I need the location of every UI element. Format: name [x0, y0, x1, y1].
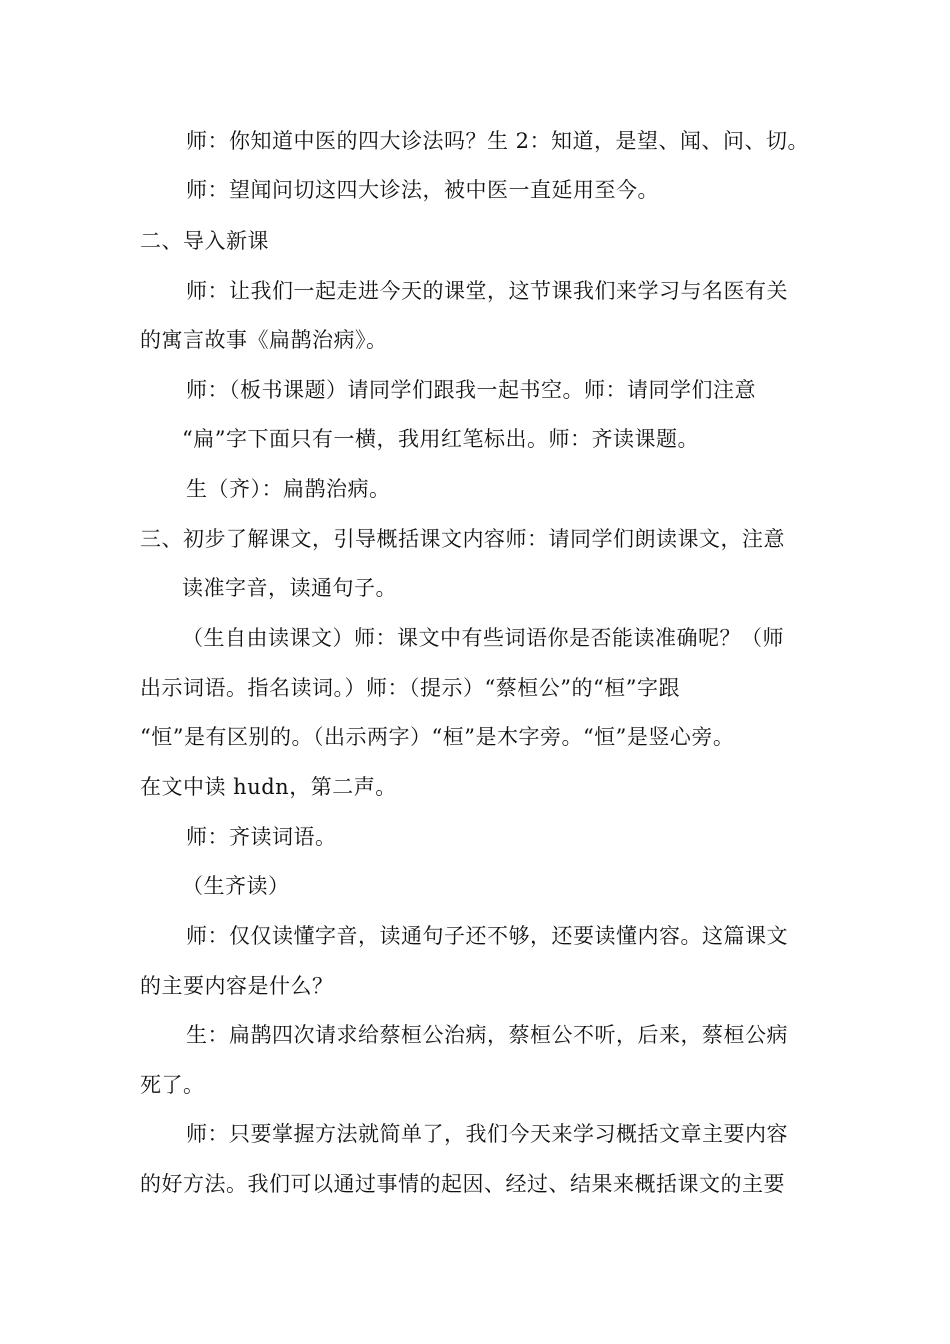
paragraph-line: 生：扁鹊四次请求给蔡桓公治病，蔡桓公不听，后来，蔡桓公病 [186, 1023, 788, 1047]
paragraph-line: 读准字音，读通句子。 [182, 576, 397, 600]
paragraph-line: 死了。 [140, 1073, 205, 1097]
paragraph-line: 师：你知道中医的四大诊法吗？生 2：知道，是望、闻、问、切。 [186, 129, 810, 153]
paragraph-line: 的主要内容是什么？ [140, 974, 334, 998]
paragraph-line: 师：只要掌握方法就简单了，我们今天来学习概括文章主要内容 [186, 1122, 788, 1146]
paragraph-line: 师：仅仅读懂字音，读通句子还不够，还要读懂内容。这篇课文 [186, 924, 788, 948]
paragraph-line: 师：（板书课题）请同学们跟我一起书空。师：请同学们注意 [186, 378, 756, 402]
paragraph-line: 在文中读 hudn，第二声。 [140, 775, 397, 799]
paragraph-line: （生自由读课文）师：课文中有些词语你是否能读准确呢？（师 [182, 626, 784, 650]
paragraph-line: 出示词语。指名读词。）师：（提示）“蔡桓公”的“桓”字跟 [140, 676, 680, 700]
paragraph-line: 的寓言故事《扁鹊治病》。 [140, 328, 388, 352]
paragraph-line: 师：齐读词语。 [186, 825, 337, 849]
paragraph-line: “恒”是有区别的。（出示两字）“桓”是木字旁。“恒”是竖心旁。 [140, 725, 735, 749]
paragraph-line: 师：让我们一起走进今天的课堂，这节课我们来学习与名医有关 [186, 279, 788, 303]
paragraph-line: 生（齐）：扁鹊治病。 [186, 477, 391, 501]
paragraph-line: “扁”字下面只有一横，我用红笔标出。师：齐读课题。 [182, 427, 699, 451]
paragraph-line: （生齐读） [182, 874, 290, 898]
paragraph-line: 的好方法。我们可以通过事情的起因、经过、结果来概括课文的主要 [140, 1172, 785, 1196]
paragraph-line: 师：望闻问切这四大诊法，被中医一直延用至今。 [186, 178, 659, 202]
section-heading: 二、导入新课 [140, 229, 269, 253]
section-heading: 三、初步了解课文，引导概括课文内容师：请同学们朗读课文，注意 [140, 527, 785, 551]
